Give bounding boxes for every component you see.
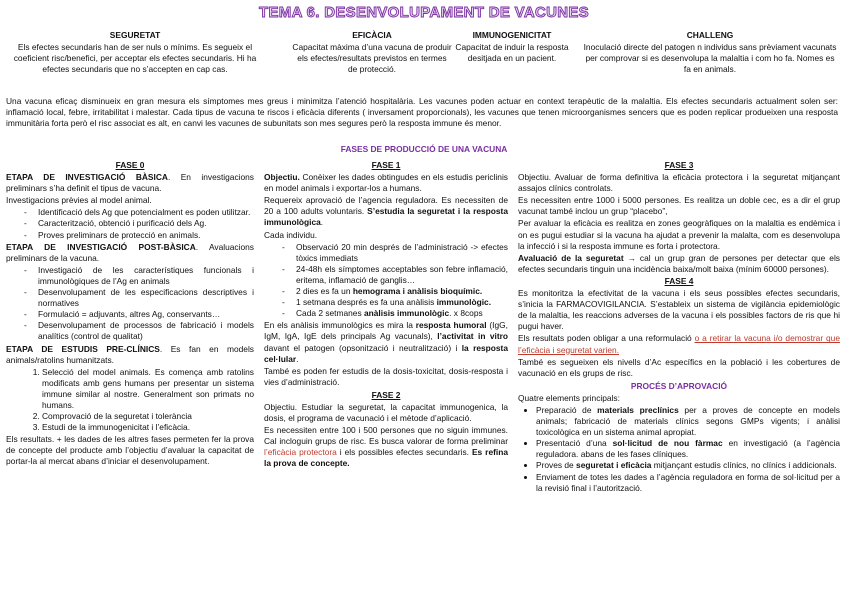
pre-clinical-text: . Es fan en models animals/ratolins humanitzats.: [6, 343, 254, 365]
item-end: . x 8cops: [449, 308, 483, 319]
item-text: Proves de: [536, 460, 577, 471]
fase-3-objective: Objectiu. Avaluar de forma definitiva la eficàcia protectora i la seguretat mitjançant assajos clínics controlats.: [518, 172, 840, 194]
eficacia-heading: EFICÀCIA: [352, 30, 392, 40]
item-text: Enviament de totes les dades a l’agència reguladora en forma de sol·licitud per a la revisió final i l’autorització.: [536, 471, 840, 493]
item-bold: materials preclínics: [597, 404, 679, 415]
pre-clinical-list: [6, 367, 254, 434]
eficacia-block: [292, 30, 452, 75]
intro-paragraph: Una vacuna eficaç disminueix en gran mesura els símptomes mes greus i minimitza l’atenció hospitalària. Les vacunes poden actuar en context terapèutic de la malaltia. Els efectes secundaris actualment solen ser: inflamació local, febre, irritabilitat i malestar. Cada tipus de vacuna te riscos i eficàcia diferents ( inversament proporcionals), les vacunes que tenen microorganismes sencers que es poden replicar produeixen una resposta immunitària forta però el risc associat es alt, en canvi les vacunes de subunitats son mes segures però la resposta immune és menor.: [6, 96, 838, 129]
fase-4-followup: També es segueixen els nivells d’Ac específics en la població i les cobertures de vacunació en els grups de risc.: [518, 356, 840, 378]
post-basic-text: . Avaluacions preliminars de la vacuna.: [6, 241, 254, 263]
challeng-heading: CHALLENG: [686, 30, 734, 40]
list-item: [536, 438, 840, 460]
fase-1-analysis: [264, 320, 508, 364]
page-title: TEMA 6. DESENVOLUPAMENT DE VACUNES: [259, 4, 589, 21]
fase-3-requirements: Es necessiten entre 1000 i 5000 persones. Es realitza un doble cec, es a dir el grup vacunat també inclou un grup “placebo”,: [518, 195, 840, 217]
seguretat-heading: SEGURETAT: [109, 30, 161, 40]
item-text: 1 setmana després es fa una anàlisis: [296, 297, 437, 308]
item-text: Presentació d’una: [536, 438, 613, 449]
item-text-end: per a proves de concepte en models animals; fabricació de materials clínics segons GMPs vigents; i anàlisi toxicològica en un sistema animal apropiat.: [536, 404, 840, 438]
item-text-end: mitjançant estudis clínics, no clínics i addicionals.: [651, 460, 837, 471]
list-item: - Observació 20 min després de l’administració -> efectes tòxics immediats: [282, 242, 508, 264]
basic-research-list: [6, 207, 254, 240]
list-item: 1. Selecció del model animals. Es comença amb ratolins modificats amb gens humans per presentar un sistema immune similar al nostre. Generalment son primats no humans.: [42, 367, 254, 411]
list-item: - Identificació dels Ag que potencialment es poden utilitzar.: [24, 207, 254, 218]
requirements-bold: S’estudia la seguretat i la resposta immunològica: [264, 206, 508, 228]
item-text: Cada 2 setmanes: [296, 308, 364, 319]
fase-2-requirements: [264, 425, 508, 469]
analysis-text: En els anàlisis immunològics es mira la: [264, 320, 416, 331]
phases-title: FASES DE PRODUCCIÓ DE UNA VACUNA: [340, 144, 508, 154]
pre-clinical-heading: ETAPA DE ESTUDIS PRE-CLÍNICS: [6, 343, 160, 354]
fase-3-heading: FASE 3: [664, 160, 694, 170]
fase-0-heading: FASE 0: [115, 160, 145, 170]
approval-list: [518, 405, 840, 494]
analysis-bold3: la resposta cel·lular: [264, 342, 508, 364]
list-item: [282, 286, 508, 297]
fase-1-cada: Cada individu.: [264, 229, 318, 240]
list-item: - Caracterització, obtenció i purificació dels Ag.: [24, 218, 254, 229]
requirements-end: .: [320, 217, 324, 228]
post-basic-list: [6, 265, 254, 343]
list-item: - Investigació de les característiques funcionals i immunològiques de l’Ag en animals: [24, 265, 254, 287]
basic-research-paragraph: [6, 172, 254, 194]
list-item: - 24-48h els símptomes acceptables son febre inflamació, eritema, inflamació de ganglis…: [282, 264, 508, 286]
eficacia-text: Capacitat màxima d’una vacuna de produir els efectes/resultats previstos en termes de protecció.: [292, 42, 452, 75]
list-item: [536, 472, 840, 494]
fase-1-heading: FASE 1: [371, 160, 401, 170]
approval-process-heading: PROCÉS D’APROVACIÓ: [630, 380, 728, 391]
approval-intro: Quatre elements principals:: [518, 392, 620, 403]
fase-1-list: [264, 242, 508, 320]
fase-4-heading: FASE 4: [664, 275, 694, 286]
list-item: [536, 460, 840, 471]
challeng-block: [582, 30, 838, 75]
item-text: Preparació de: [536, 404, 598, 415]
analysis-end: .: [296, 353, 299, 364]
list-item: 3. Estudi de la immunogenicitat i l’eficàcia.: [42, 422, 254, 433]
column-fase-1-2: [264, 160, 508, 471]
analysis-bold: resposta humoral: [415, 320, 487, 331]
list-item: - Proves preliminars de protecció en animals.: [24, 230, 254, 241]
fase-2-red: l’eficàcia protectora: [264, 447, 337, 458]
fase-4-monitoring: Es monitoritza la efectivitat de la vacuna i els seus possibles efectes secundaris, s’inicia la FARMACOVIGILANCIA. S’estableix un sistema de vigilància epidemiològic de la malaltia, les reaccions adverses de la vacuna i els possibles factors de ris que hi pugui haver.: [518, 288, 840, 332]
item-text: 2 dies es fa un: [296, 286, 353, 297]
analysis-bold2: l’activitat in vitro: [437, 331, 508, 342]
post-basic-paragraph: [6, 242, 254, 264]
item-bold: seguretat i eficàcia: [576, 460, 652, 471]
results-red: o a retirar la vacuna i/o demostrar que l’eficàcia i seguretat varien.: [518, 333, 840, 355]
basic-research-text2: Investigacions prèvies al model animal.: [6, 195, 152, 206]
fase-1-objective: [264, 172, 508, 194]
fase-2-text: Es necessiten entre 100 i 500 persones que no siguin immunes. Cal incloguin grups de risc. Es busca valorar de forma preliminar: [264, 425, 508, 447]
fase-3-safety: [518, 253, 840, 275]
results-text: Els resultats poden obligar a una reformulació: [518, 333, 695, 344]
fase-2-objective: Objectiu. Estudiar la seguretat, la capacitat immunogenica, la dosis, el programa de vacunació i el mètode d’aplicació.: [264, 401, 508, 424]
requirements-text: Requereix aprovació de l’agencia reguladora. Es necessiten de 20 a 100 adults voluntaris.: [264, 195, 508, 217]
basic-research-heading: ETAPA DE INVESTIGACIÓ BÀSICA: [6, 172, 168, 183]
column-fase-0: [6, 160, 254, 469]
fase-3-evaluation: Per avaluar la eficàcia es realitza en zones geogràfiques on la malaltia es endèmica i on es pugui estudiar si la vacuna ha ajudat a prevenir la malalta, com es desenvolupa la infecció i si la resposta immune es forta i protectora.: [518, 218, 840, 251]
item-bold: immunològic.: [436, 297, 492, 308]
item-text-end: en investigació (a l’agència reguladora. abans de les fases clíniques.: [536, 438, 841, 460]
fase-1-requirements: [264, 195, 508, 228]
fase-0-closing: Els resultats. + les dades de les altres fases permeten fer la prova de concepte del producte amb l’objectiu d’avaluar la capacitat de portar-la al mercat abans d’iniciar el desenvolupament.: [6, 434, 254, 467]
list-item: - Desenvolupament de processos de fabricació i models analítics (control de qualitat): [24, 320, 254, 342]
challeng-text: Inoculació directe del patogen n individus sans prèviament vacunats per comprovar si es desenvolupa la malaltia i com ho fa. Nomes es fa en animals.: [583, 42, 837, 75]
safety-text: → cal un grup gran de persones per detectar que els efectes secundaris tinguin una incidència baixa/molt baixa (mínim 60000 persones).: [518, 252, 840, 274]
analysis-mid: (IgG, IgM, IgA, IgE dels principals Ag vacunals),: [264, 320, 509, 342]
seguretat-text: Els efectes secundaris han de ser nuls o mínims. Es segueix el coeficient risc/benefici, per acceptar els efectes secundaris. Hi ha efectes secundaris que no s’accepten en cap cas.: [13, 42, 257, 75]
safety-bold: Avaluació de la seguretat: [518, 252, 624, 263]
item-bold: anàlisis immunològic: [363, 308, 450, 319]
seguretat-block: [6, 30, 264, 75]
list-item: [536, 405, 840, 438]
fase-1-toxicity: També es poden fer estudis de la dosis-toxicitat, dosis-resposta i vies d’administració.: [264, 365, 508, 387]
list-item: [282, 297, 508, 308]
column-fase-3-4: [518, 160, 840, 495]
fase-2-mid: i els possibles efectes secundaris.: [336, 447, 472, 458]
pre-clinical-paragraph: [6, 344, 254, 366]
list-item: 2. Comprovació de la seguretat i tolerància: [42, 411, 254, 422]
immunogenicitat-block: [452, 30, 572, 64]
list-item: [282, 308, 508, 319]
fase-4-results: [518, 333, 840, 355]
immunogenicitat-text: Capacitat de induir la resposta desitjada en un pacient.: [455, 42, 569, 64]
list-item: - Desenvolupament de les especificacions descriptives i normatives: [24, 287, 254, 309]
item-bold: sol·licitud de nou fàrmac: [612, 438, 723, 449]
list-item: - Formulació = adjuvants, altres Ag, conservants…: [24, 309, 254, 320]
objective-text: Conèixer les dades obtingudes en els estudis periclinis en model animals i exportar-los a humans.: [264, 172, 508, 194]
basic-research-text: . En investigacions preliminars s’ha definit el tipus de vacuna.: [6, 172, 254, 194]
fase-2-bold: Es refina la prova de concepte.: [264, 447, 508, 469]
objective-label: Objectiu.: [264, 172, 300, 183]
fase-2-heading: FASE 2: [371, 389, 401, 400]
immunogenicitat-heading: IMMUNOGENICITAT: [472, 30, 552, 40]
item-bold: hemograma i anàlisis bioquímic.: [352, 286, 483, 297]
post-basic-heading: ETAPA DE INVESTIGACIÓ POST-BÀSICA: [6, 241, 196, 252]
analysis-mid2: davant el patogen (opsonització i neutralització) i: [264, 342, 462, 353]
